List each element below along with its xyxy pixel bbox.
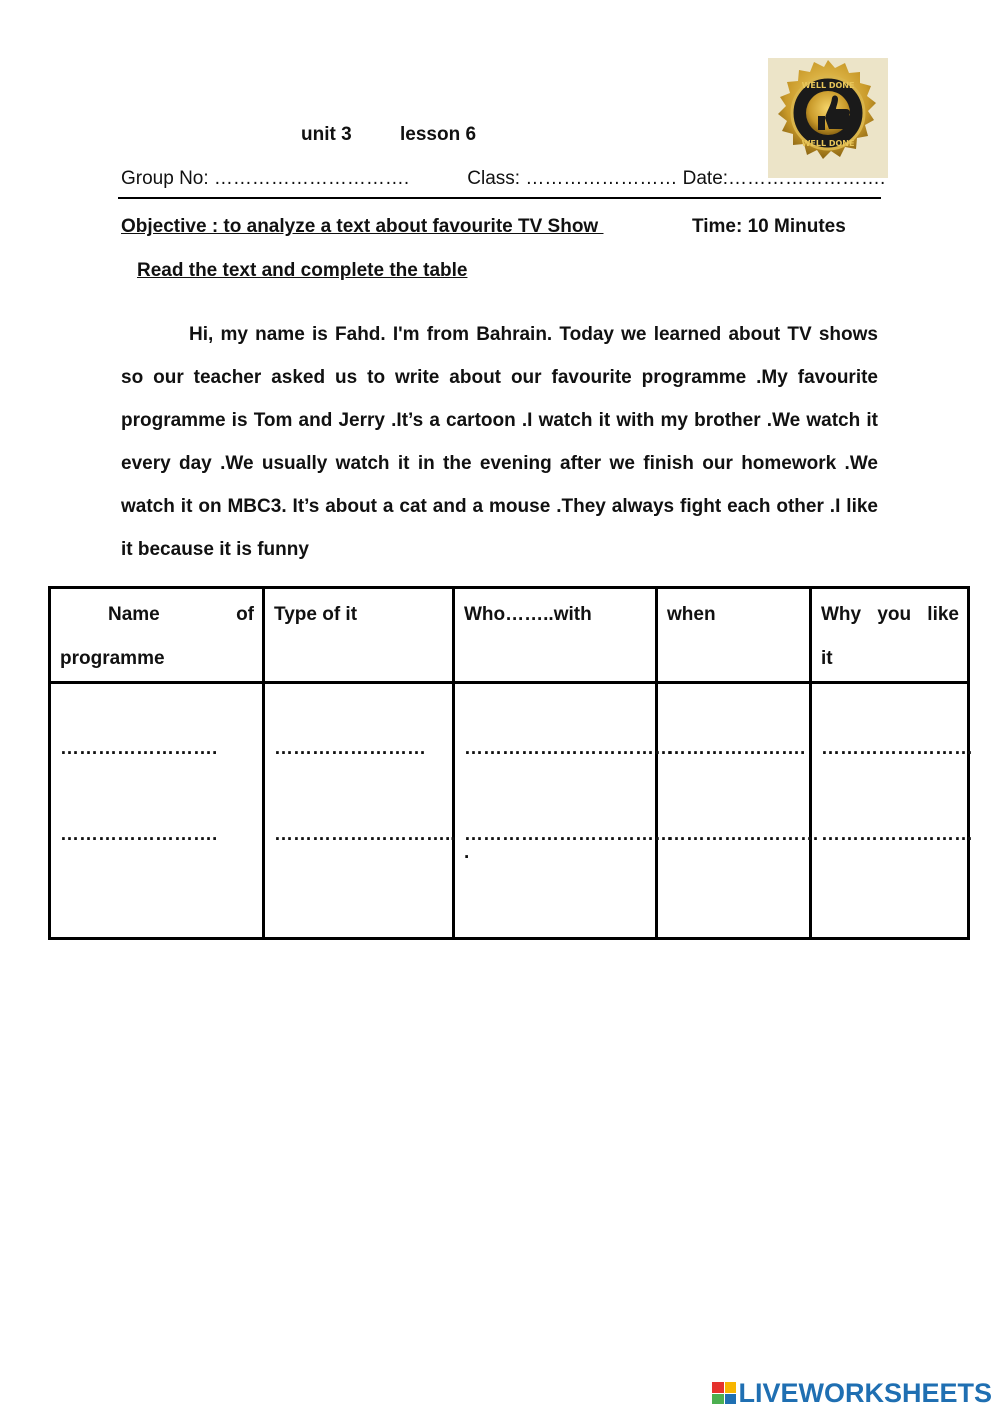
answer-blank[interactable]: …………………………… <box>464 824 673 845</box>
svg-text:WELL DONE: WELL DONE <box>801 81 855 90</box>
answer-blank[interactable]: …………………… <box>821 824 973 845</box>
group-class-date-line: Group No: …………………………. Class: …………………… Date:……………………. <box>121 168 886 189</box>
header-why-you-like-it <box>811 588 969 683</box>
unit-label: unit 3 <box>301 124 352 145</box>
answer-why-cell[interactable] <box>811 683 973 939</box>
table-header-row <box>50 588 969 683</box>
header-divider <box>118 197 881 199</box>
answer-type-cell[interactable] <box>264 683 454 939</box>
thumbs-up-badge-icon <box>768 58 888 178</box>
answer-blank[interactable]: ……………………….. <box>274 824 456 845</box>
answer-when-cell[interactable] <box>657 683 819 939</box>
header-type-of-it: Type of it <box>264 588 454 683</box>
header-programme-word: programme <box>60 648 165 669</box>
answer-name-cell[interactable] <box>50 683 264 939</box>
time-limit: Time: 10 Minutes <box>692 216 846 237</box>
header-why-line2: it <box>821 648 833 669</box>
header-name-word: Name <box>108 604 160 625</box>
header-who-with: Who……..with <box>454 588 657 683</box>
header-name-of-programme <box>50 588 264 683</box>
answer-blank[interactable]: ……………………. <box>60 824 218 845</box>
header-of-word: of <box>236 604 254 625</box>
answer-blank[interactable]: …………………………… <box>464 738 673 759</box>
answer-blank[interactable]: …………………… <box>821 738 973 759</box>
liveworksheets-footer <box>712 1379 992 1407</box>
lesson-label: lesson 6 <box>400 124 477 145</box>
objective-text: Objective : to analyze a text about favourite TV Show <box>121 216 604 237</box>
answer-blank[interactable]: …………………. <box>667 738 806 759</box>
well-done-badge <box>768 58 888 178</box>
svg-text:WELL DONE: WELL DONE <box>801 139 855 148</box>
reading-passage: Hi, my name is Fahd. I'm from Bahrain. Today we learned about TV shows so our teacher asked us to write about our favourite programme .My favourite programme is Tom and Jerry .It’s a cartoon .I watch it with my brother .We watch it every day .We usually watch it in the evening after we finish our homework .We watch it on MBC3. It’s about a cat and a mouse .They always fight each other .I like it because it is funny <box>121 324 878 560</box>
header-why-line1: Why you like <box>821 604 959 625</box>
answer-table <box>48 586 973 940</box>
answer-who-cell[interactable] <box>454 683 673 939</box>
liveworksheets-logo-icon <box>712 1382 736 1404</box>
header-when: when <box>657 588 811 683</box>
answer-blank[interactable]: …………………… <box>274 738 426 759</box>
answer-blank[interactable]: ……………………. <box>60 738 218 759</box>
liveworksheets-brand: LIVEWORKSHEETS <box>738 1377 992 1408</box>
answer-blank-overflow: . <box>464 842 470 863</box>
answer-blank[interactable]: …………………… <box>667 824 819 845</box>
table-answer-row <box>50 683 969 939</box>
instruction-text: Read the text and complete the table <box>137 260 468 281</box>
